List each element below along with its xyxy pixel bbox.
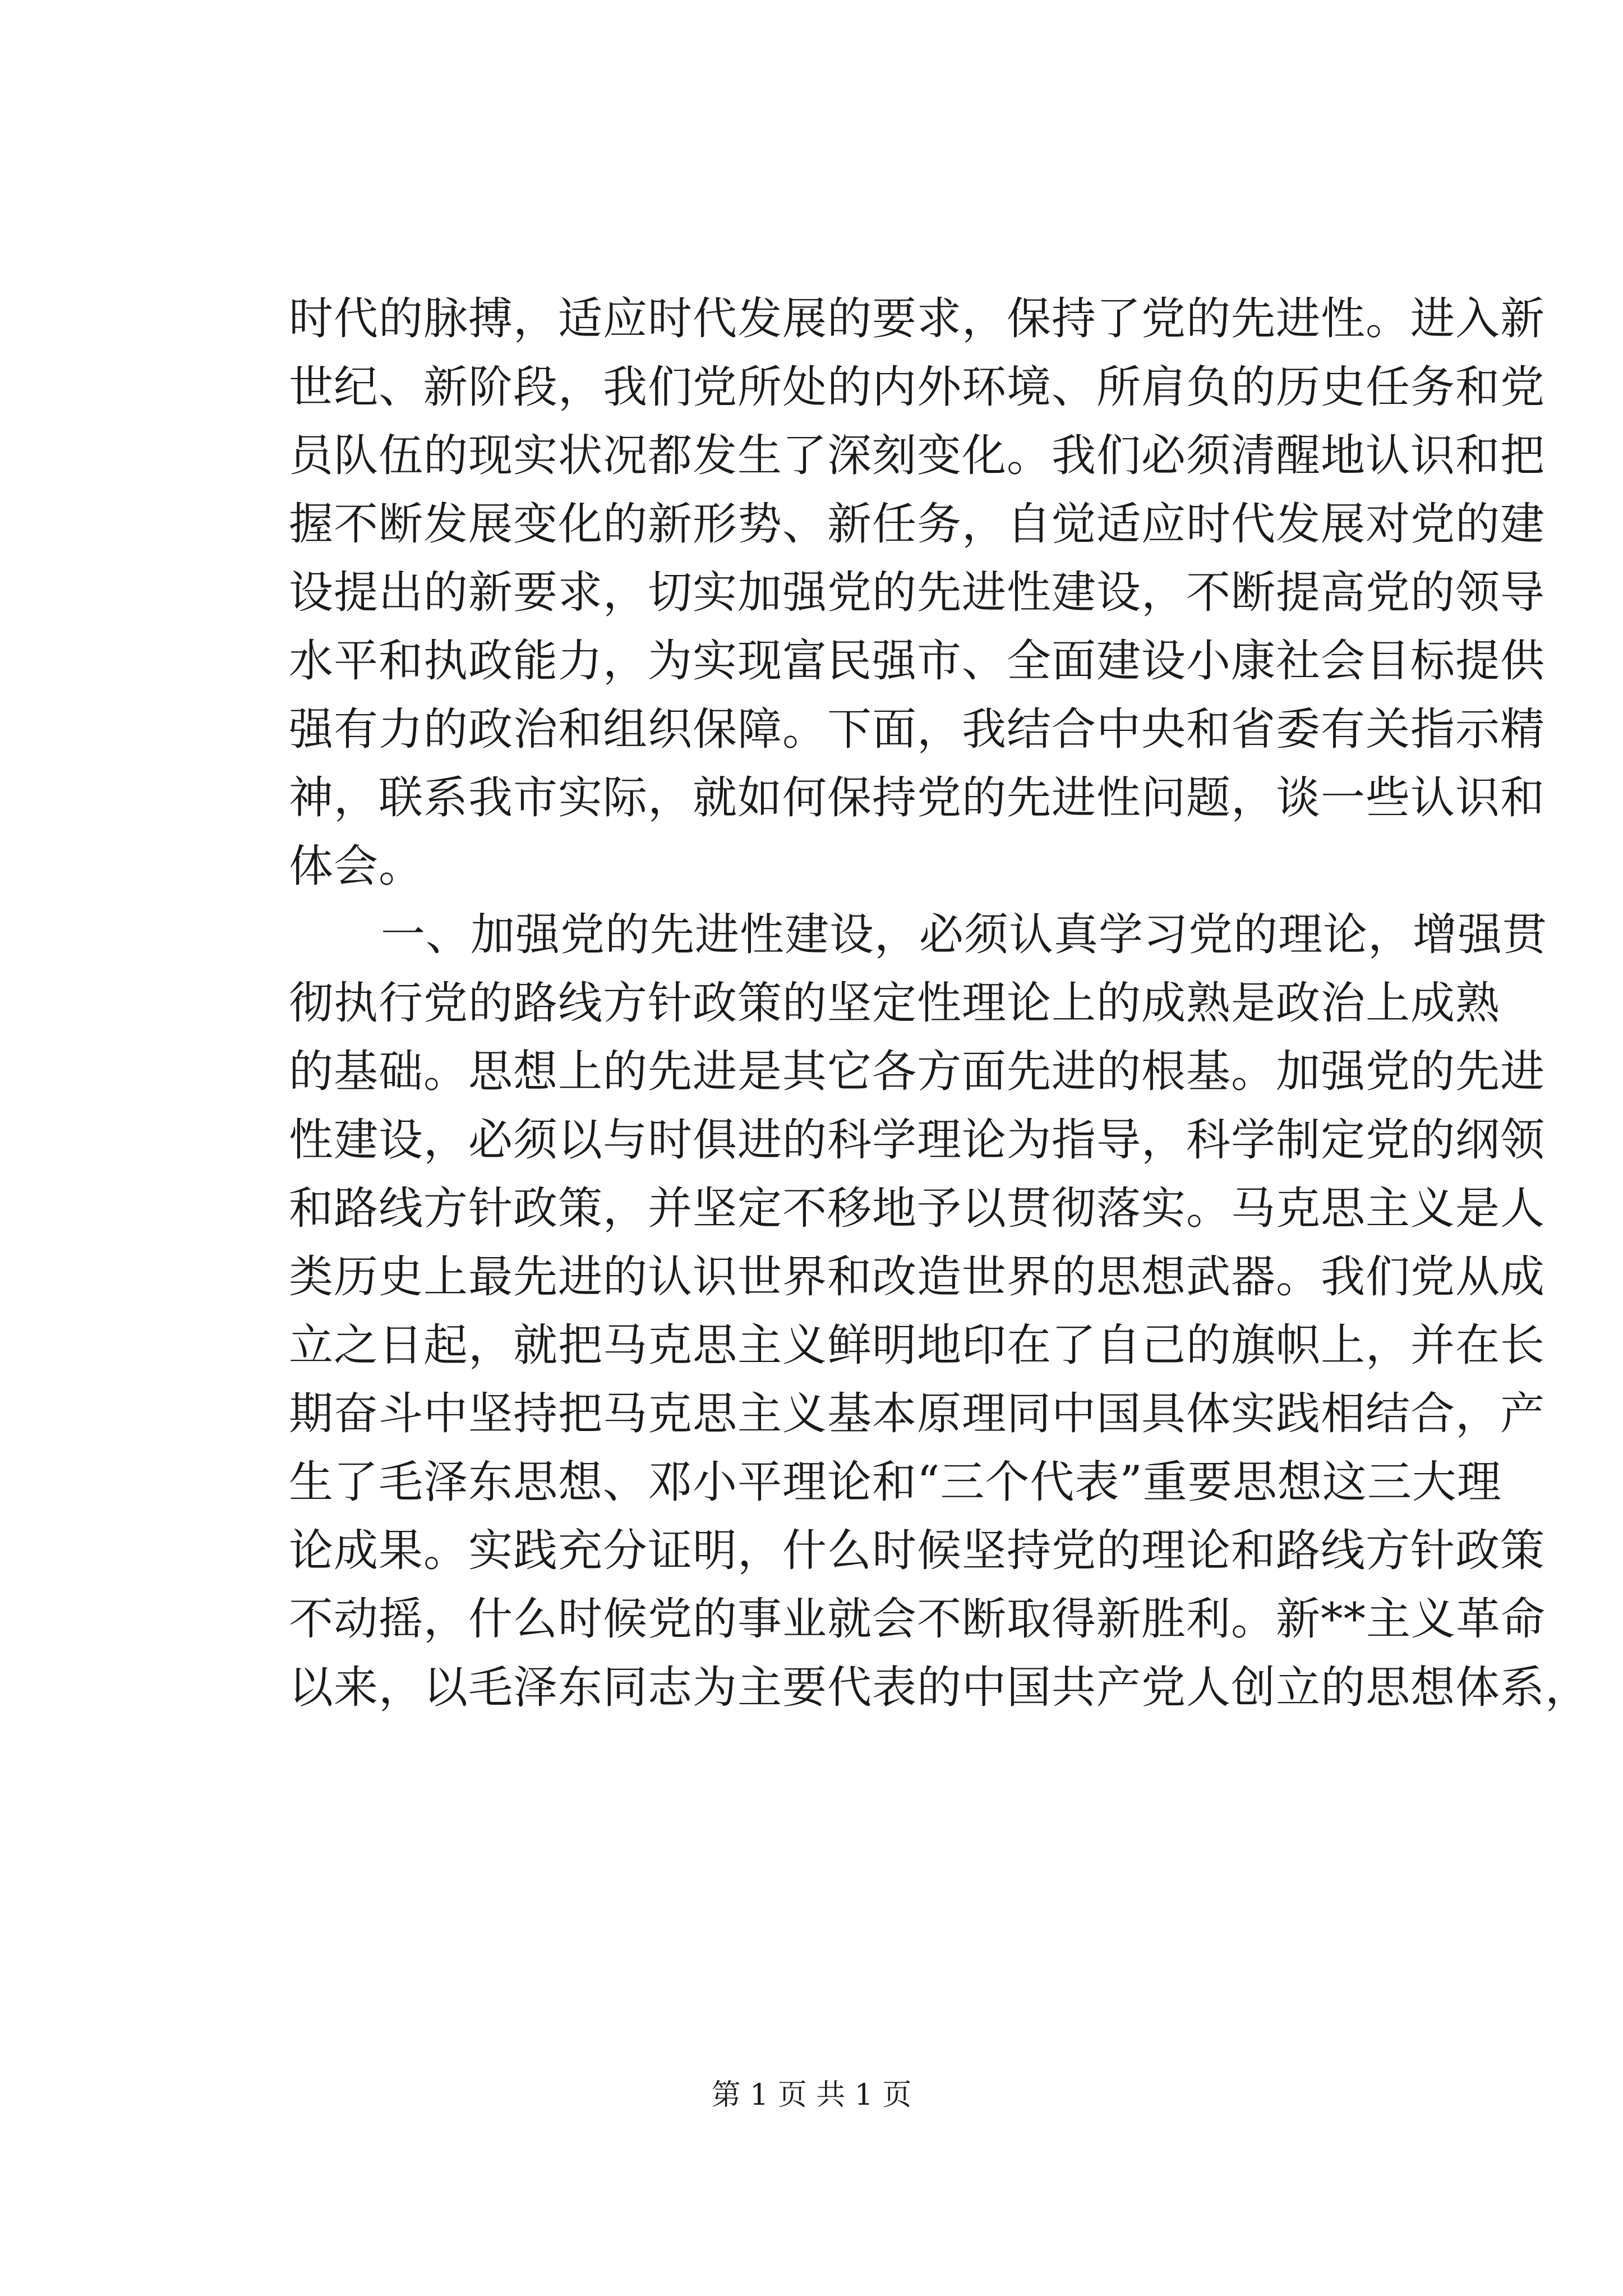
text-line: 彻执行党的路线方针政策的坚定性理论上的成熟是政治上成熟 bbox=[289, 977, 1500, 1029]
page-number-label: 第 1 页 共 1 页 bbox=[711, 2078, 912, 2112]
text-line: 生了毛泽东思想、邓小平理论和“三个代表”重要思想这三大理 bbox=[289, 1456, 1502, 1508]
text-line: 体会。 bbox=[289, 840, 423, 892]
document-body bbox=[289, 284, 1590, 1722]
text-line: 类历史上最先进的认识世界和改造世界的思想武器。我们党从成 bbox=[289, 1251, 1545, 1303]
text-line: 设提出的新要求，切实加强党的先进性建设，不断提高党的领导 bbox=[289, 567, 1545, 618]
text-line: 以来，以毛泽东同志为主要代表的中国共产党人创立的思想体系， bbox=[289, 1662, 1590, 1713]
text-line: 期奋斗中坚持把马克思主义基本原理同中国具体实践相结合，产 bbox=[289, 1388, 1545, 1439]
text-line: 不动摇，什么时候党的事业就会不断取得新胜利。新**主义革命 bbox=[289, 1593, 1546, 1645]
text-line: 员队伍的现实状况都发生了深刻变化。我们必须清醒地认识和把 bbox=[289, 430, 1545, 481]
text-line: 水平和执政能力，为实现富民强市、全面建设小康社会目标提供 bbox=[289, 635, 1545, 687]
text-line: 世纪、新阶段，我们党所处的内外环境、所肩负的历史任务和党 bbox=[289, 361, 1545, 413]
text-line: 强有力的政治和组织保障。下面，我结合中央和省委有关指示精 bbox=[289, 703, 1545, 755]
text-line: 论成果。实践充分证明，什么时候坚持党的理论和路线方针政策 bbox=[289, 1525, 1545, 1576]
text-line: 的基础。思想上的先进是其它各方面先进的根基。加强党的先进 bbox=[289, 1046, 1545, 1097]
text-line: 和路线方针政策，并坚定不移地予以贯彻落实。马克思主义是人 bbox=[289, 1182, 1545, 1234]
text-line: 握不断发展变化的新形势、新任务，自觉适应时代发展对党的建 bbox=[289, 498, 1545, 550]
text-line: 立之日起，就把马克思主义鲜明地印在了自己的旗帜上，并在长 bbox=[289, 1319, 1545, 1371]
text-line: 时代的脉搏，适应时代发展的要求，保持了党的先进性。进入新 bbox=[289, 293, 1545, 344]
text-line: 神，联系我市实际，就如何保持党的先进性问题，谈一些认识和 bbox=[289, 772, 1545, 823]
section-heading-line: 一、加强党的先进性建设，必须认真学习党的理论，增强贯 bbox=[381, 909, 1547, 960]
text-line: 性建设，必须以与时俱进的科学理论为指导，科学制定党的纲领 bbox=[289, 1114, 1545, 1166]
page-footer bbox=[0, 2076, 1623, 2115]
